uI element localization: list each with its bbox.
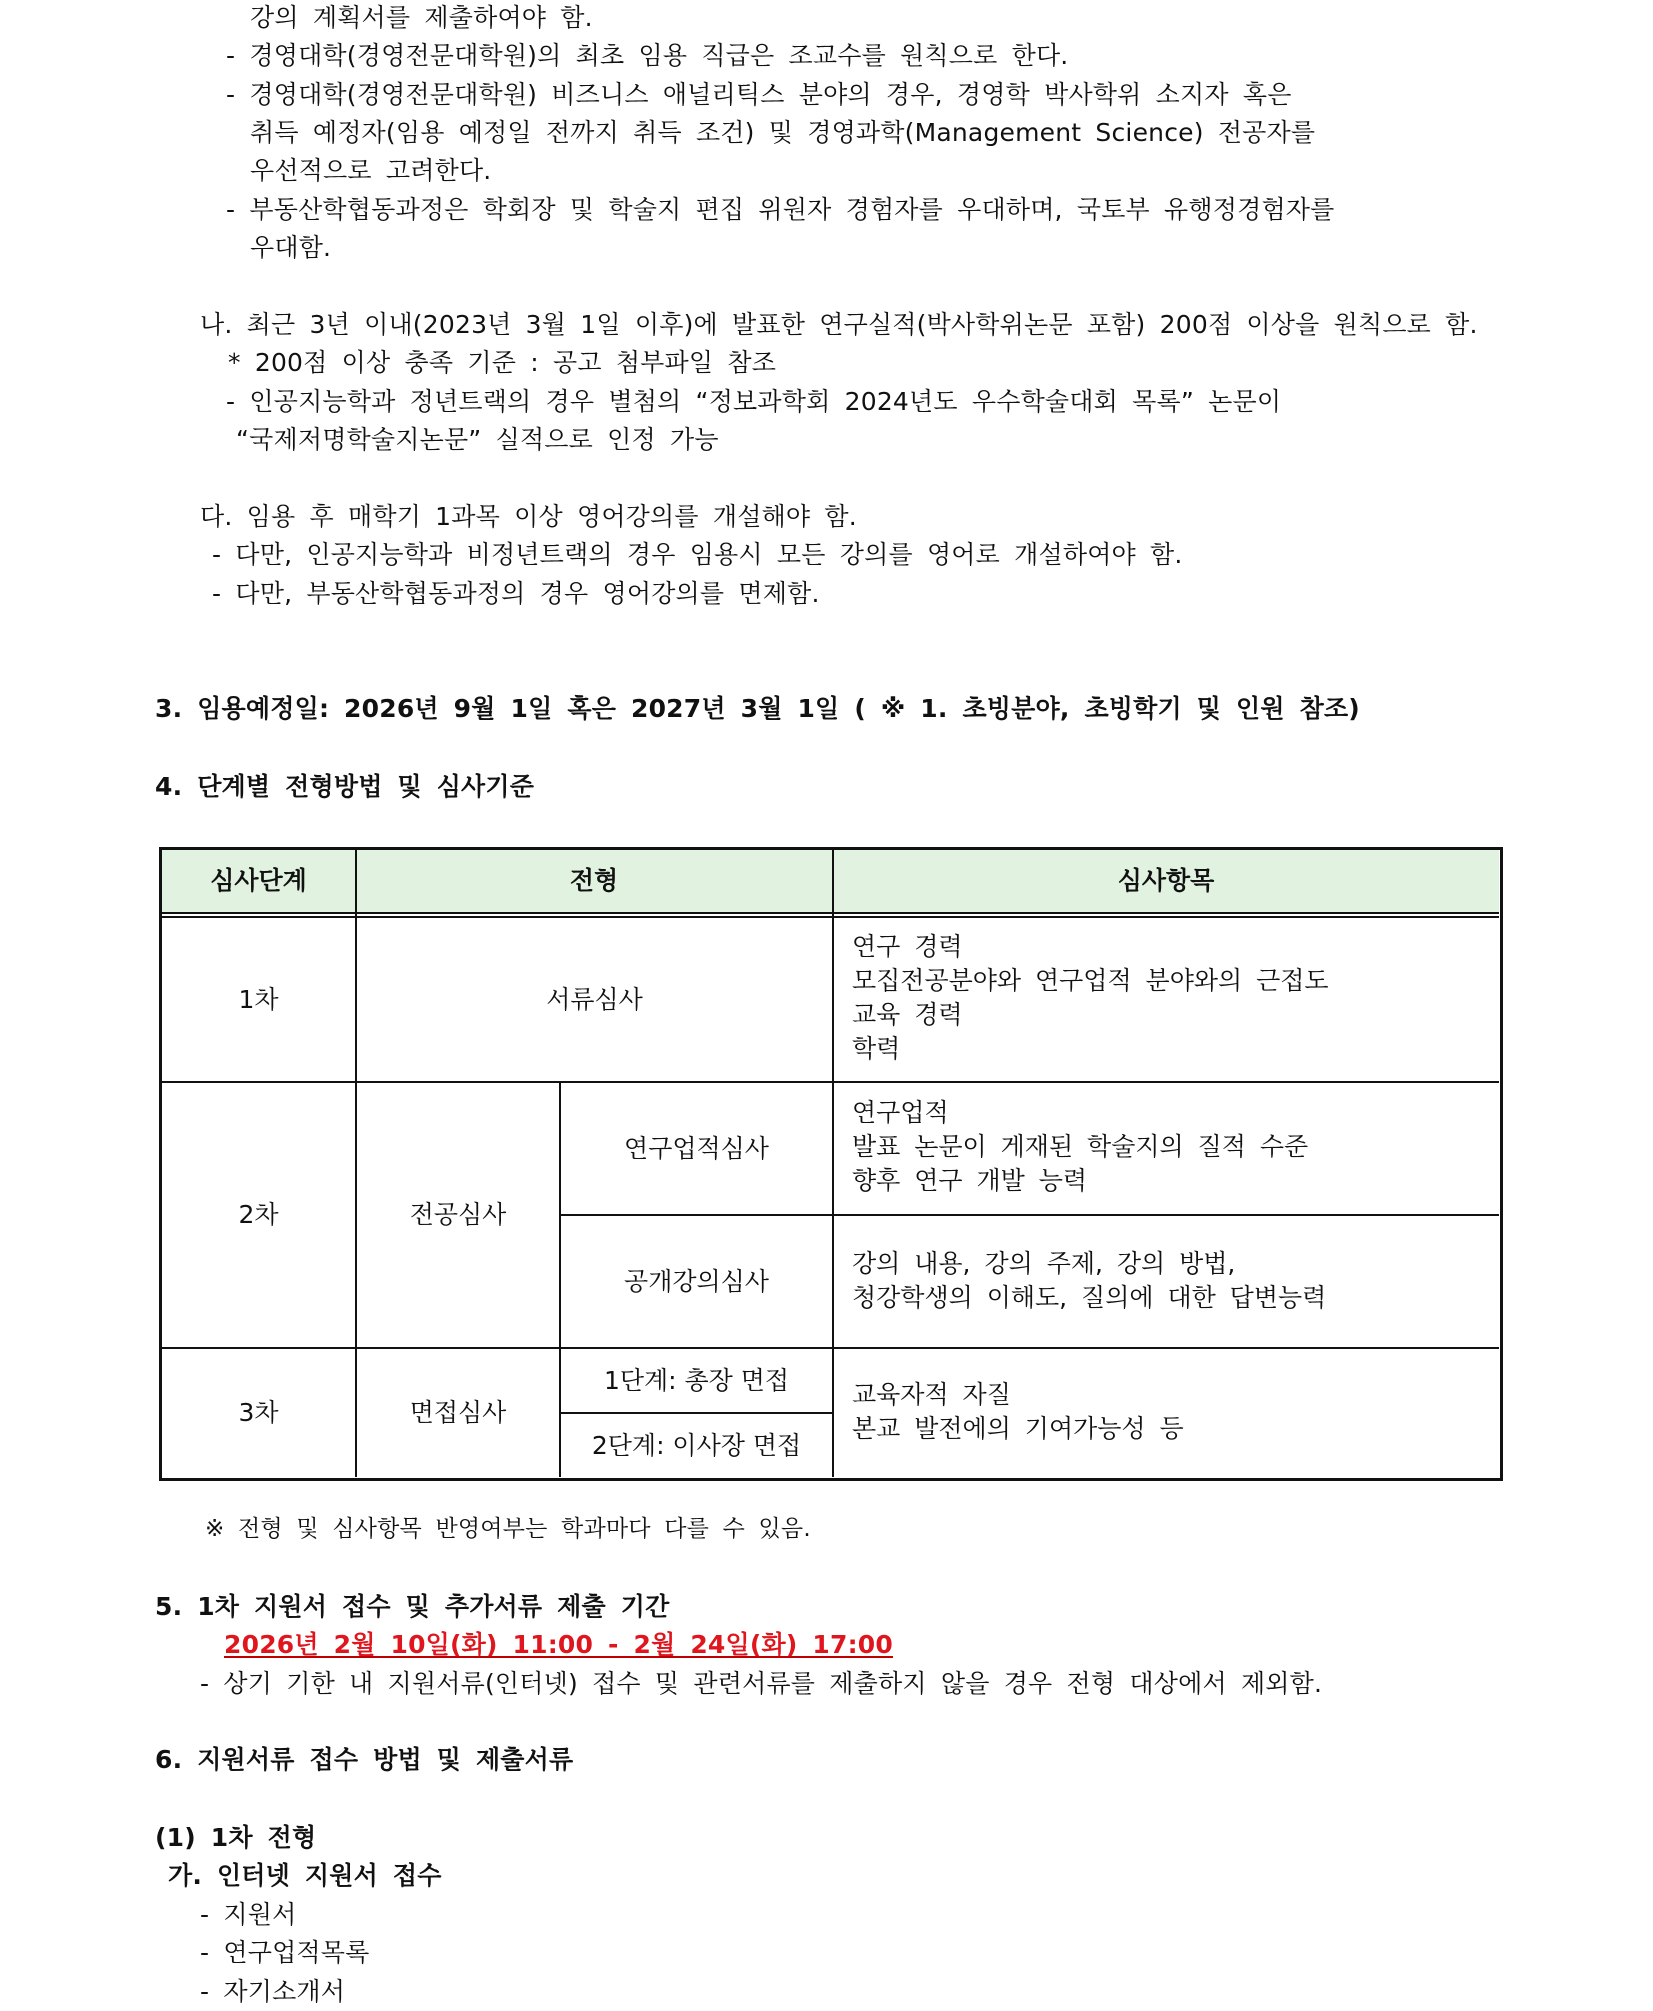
table-row-3-sub-president: 1단계: 총장 면접 (603, 1365, 790, 1395)
screening-criteria-table (159, 847, 1503, 1481)
section-na-item-cont: “국제저명학술지논문” 실적으로 인정 가능 (236, 425, 719, 454)
table-row-2-stage: 2차 (238, 1200, 279, 1229)
table-footnote: ※ 전형 및 심사항목 반영여부는 학과마다 다를 수 있음. (205, 1516, 811, 1542)
intro-item-cont: 우선적으로 고려한다. (250, 156, 492, 185)
intro-item: - 부동산학협동과정은 학회장 및 학술지 편집 위원자 경험자를 우대하며, 국토부 유행정경험자를 (226, 195, 1335, 224)
table-row-1-type: 서류심사 (546, 984, 643, 1014)
application-period: 2026년 2월 10일(화) 11:00 - 2월 24일(화) 17:00 (224, 1630, 893, 1659)
intro-item: - 경영대학(경영전문대학원)의 최초 임용 직급은 조교수를 원칙으로 한다. (226, 41, 1069, 70)
doc-item: - 연구업적목록 (200, 1938, 370, 1967)
section-da-title: 다. 임용 후 매학기 1과목 이상 영어강의를 개설해야 함. (200, 502, 857, 531)
divider (162, 912, 1499, 914)
criteria-item: 학력 (852, 1034, 901, 1063)
section-na-item: - 인공지능학과 정년트랙의 경우 별첨의 “정보과학회 2024년도 우수학술대회 목록” 논문이 (226, 387, 1282, 416)
criteria-item: 발표 논문이 게재된 학술지의 질적 수준 (852, 1132, 1309, 1161)
table-row-3-stage: 3차 (238, 1398, 279, 1427)
criteria-item: 향후 연구 개발 능력 (852, 1166, 1088, 1195)
table-header-stage: 심사단계 (162, 850, 355, 912)
table-row-2-sub-lecture: 공개강의심사 (624, 1266, 769, 1296)
table-row-2-sub-research: 연구업적심사 (624, 1133, 769, 1163)
criteria-item: 청강학생의 이해도, 질의에 대한 답변능력 (852, 1283, 1327, 1312)
criteria-item: 연구업적 (852, 1098, 949, 1127)
table-row-1-criteria (852, 930, 1329, 1066)
table-row-2-type: 전공심사 (409, 1200, 507, 1229)
criteria-item: 모집전공분야와 연구업적 분야와의 근접도 (852, 966, 1329, 995)
criteria-item: 연구 경력 (852, 932, 963, 961)
section3-heading: 3. 임용예정일: 2026년 9월 1일 혹은 2027년 3월 1일 ( ※ 1. 초빙분야, 초빙학기 및 인원 참조) (155, 694, 1360, 723)
table-row-3-type: 면접심사 (409, 1398, 507, 1427)
intro-line: 강의 계획서를 제출하여야 함. (250, 3, 593, 32)
section-da-item: - 다만, 인공지능학과 비정년트랙의 경우 임용시 모든 강의를 영어로 개설하여야 함. (212, 540, 1183, 569)
table-header-type: 전형 (356, 850, 832, 912)
divider (832, 850, 834, 1477)
table-row-3-sub-chairman: 2단계: 이사장 면접 (591, 1430, 802, 1460)
table-header-criteria: 심사항목 (833, 850, 1499, 912)
section5-heading: 5. 1차 지원서 접수 및 추가서류 제출 기간 (155, 1592, 670, 1621)
criteria-item: 강의 내용, 강의 주제, 강의 방법, (852, 1249, 1236, 1278)
criteria-item: 본교 발전에의 기여가능성 등 (852, 1414, 1184, 1443)
table-row-2-lecture-criteria (852, 1247, 1326, 1315)
criteria-item: 교육자적 자질 (852, 1380, 1011, 1409)
table-row-3-criteria (852, 1378, 1184, 1446)
intro-item-cont: 우대함. (250, 233, 332, 262)
table-row-1-stage: 1차 (238, 984, 279, 1014)
section6-sub1: (1) 1차 전형 (155, 1823, 317, 1852)
doc-item: - 자기소개서 (200, 1977, 346, 2006)
section-na-note: * 200점 이상 충족 기준 : 공고 첨부파일 참조 (228, 348, 777, 377)
section-da-item: - 다만, 부동산학협동과정의 경우 영어강의를 면제함. (212, 579, 820, 608)
table-row-2-research-criteria (852, 1096, 1308, 1198)
section6-sub1-a: 가. 인터넷 지원서 접수 (168, 1861, 442, 1890)
intro-item: - 경영대학(경영전문대학원) 비즈니스 애널리틱스 분야의 경우, 경영학 박사학위 소지자 혹은 (226, 80, 1292, 109)
section5-note: - 상기 기한 내 지원서류(인터넷) 접수 및 관련서류를 제출하지 않을 경우 전형 대상에서 제외함. (200, 1669, 1323, 1698)
section-na-title: 나. 최근 3년 이내(2023년 3월 1일 이후)에 발표한 연구실적(박사학위논문 포함) 200점 이상을 원칙으로 함. (200, 310, 1478, 339)
criteria-item: 교육 경력 (852, 1000, 963, 1029)
intro-item-cont: 취득 예정자(임용 예정일 전까지 취득 조건) 및 경영과학(Management Science) 전공자를 (250, 118, 1316, 147)
doc-item: - 지원서 (200, 1900, 297, 1929)
section6-heading: 6. 지원서류 접수 방법 및 제출서류 (155, 1745, 574, 1774)
section4-heading: 4. 단계별 전형방법 및 심사기준 (155, 772, 535, 801)
